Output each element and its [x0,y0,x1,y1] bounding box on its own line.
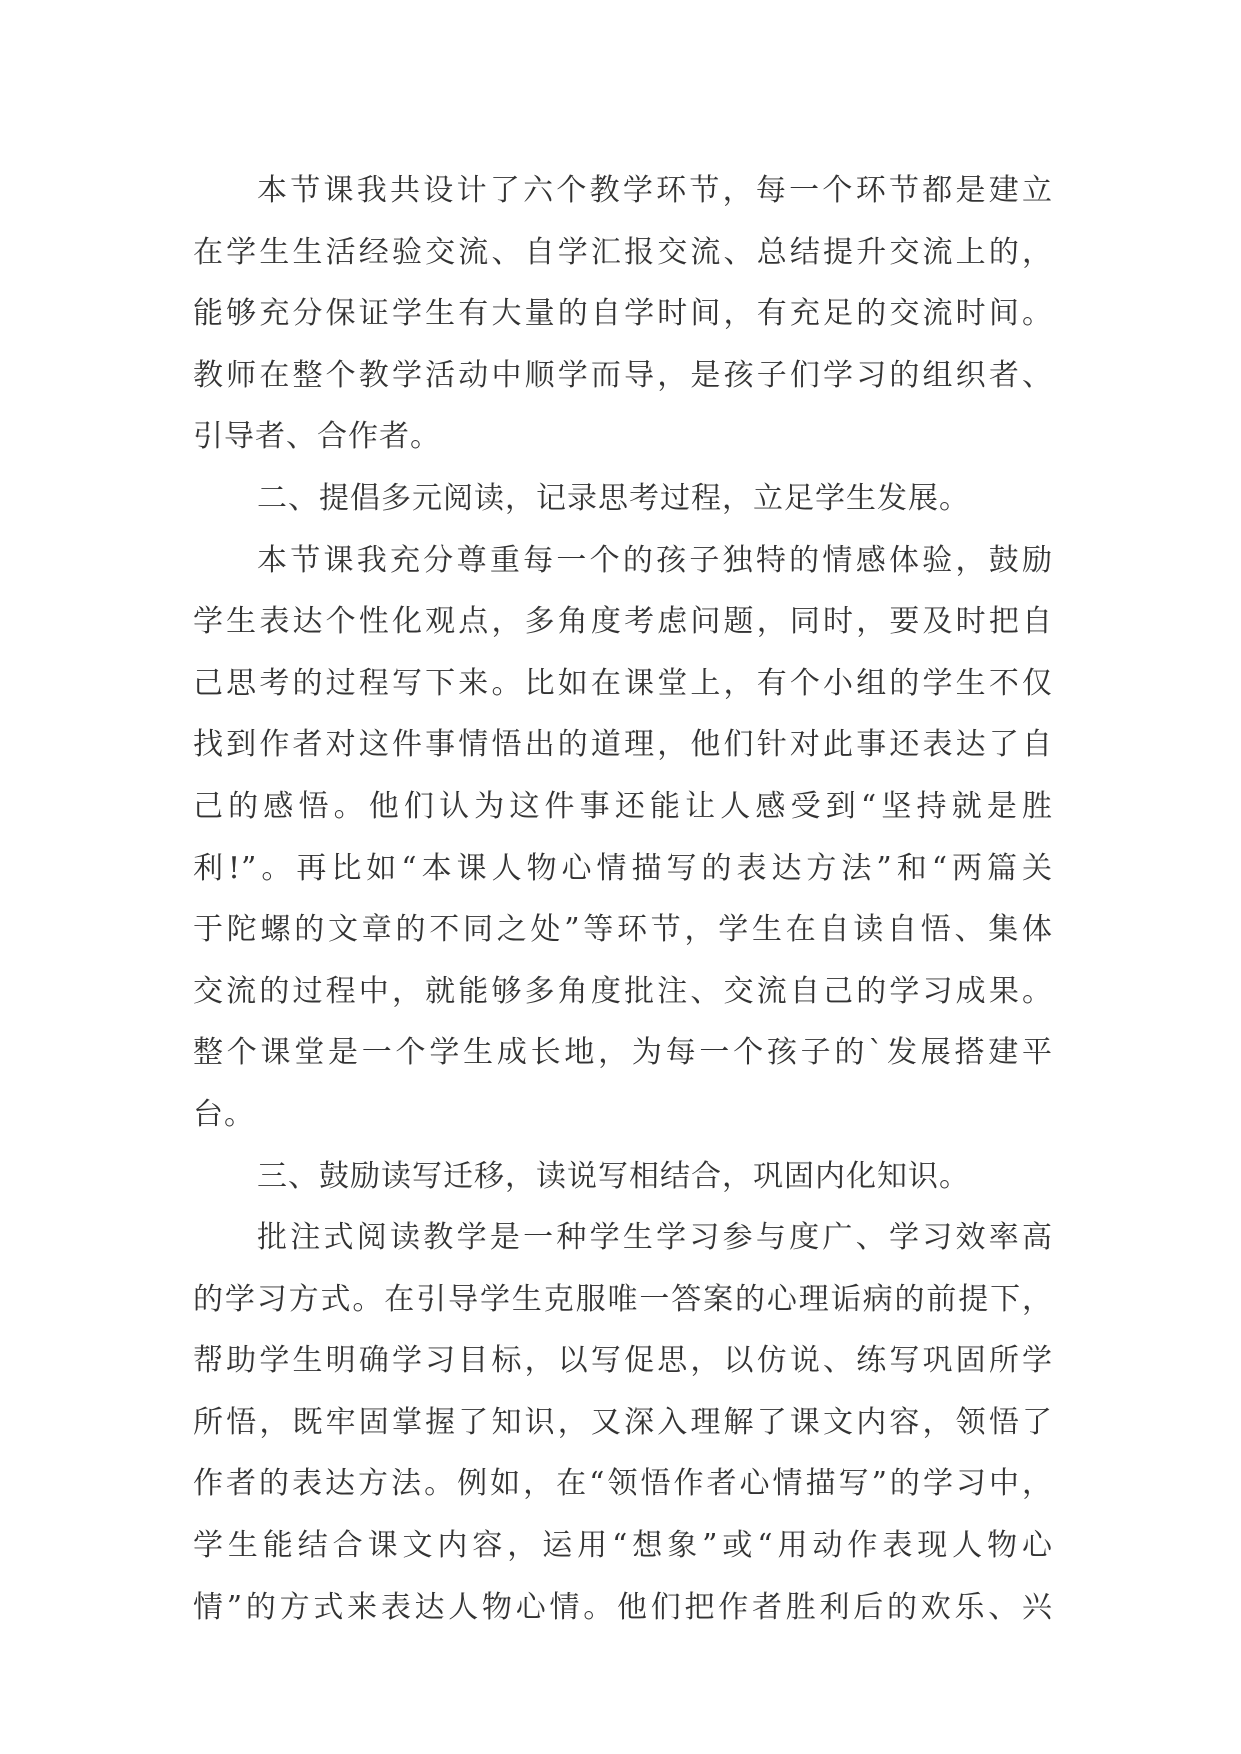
text-line: 交流的过程中，就能够多角度批注、交流自己的学习成果。 [193,973,1053,1009]
text-line: 引导者、合作者。 [193,419,441,455]
text-line: 二、提倡多元阅读，记录思考过程，立足学生发展。 [257,480,970,516]
text-line: 己的感悟。他们认为这件事还能让人感受到“坚持就是胜 [193,788,1053,824]
text-line: 利!”。再比如“本课人物心情描写的表达方法”和“两篇关 [193,850,1053,886]
text-line: 整个课堂是一个学生成长地，为每一个孩子的`发展搭建平 [193,1035,1053,1071]
text-line: 情”的方式来表达人物心情。他们把作者胜利后的欢乐、兴 [193,1589,1053,1625]
text-line: 的学习方式。在引导学生克服唯一答案的心理诟病的前提下， [193,1281,1053,1317]
text-line: 己思考的过程写下来。比如在课堂上，有个小组的学生不仅 [193,665,1053,701]
text-line: 能够充分保证学生有大量的自学时间，有充足的交流时间。 [193,296,1053,332]
text-line: 作者的表达方法。例如，在“领悟作者心情描写”的学习中， [193,1466,1053,1502]
text-line: 在学生生活经验交流、自学汇报交流、总结提升交流上的， [193,234,1053,270]
text-line: 帮助学生明确学习目标，以写促思，以仿说、练写巩固所学 [193,1343,1053,1379]
text-line: 本节课我充分尊重每一个的孩子独特的情感体验，鼓励 [257,542,1053,578]
text-line: 学生能结合课文内容，运用“想象”或“用动作表现人物心 [193,1528,1053,1564]
text-line: 三、鼓励读写迁移，读说写相结合，巩固内化知识。 [257,1158,970,1194]
text-line: 台。 [193,1096,255,1132]
text-line: 所悟，既牢固掌握了知识，又深入理解了课文内容，领悟了 [193,1404,1053,1440]
text-line: 教师在整个教学活动中顺学而导，是孩子们学习的组织者、 [193,357,1053,393]
text-line: 找到作者对这件事情悟出的道理，他们针对此事还表达了自 [193,727,1053,763]
text-line: 学生表达个性化观点，多角度考虑问题，同时，要及时把自 [193,604,1053,640]
text-line: 批注式阅读教学是一种学生学习参与度广、学习效率高 [257,1220,1053,1256]
text-line: 本节课我共设计了六个教学环节，每一个环节都是建立 [257,173,1053,208]
text-line: 于陀螺的文章的不同之处”等环节，学生在自读自悟、集体 [193,912,1053,948]
document-body [193,160,1053,1638]
